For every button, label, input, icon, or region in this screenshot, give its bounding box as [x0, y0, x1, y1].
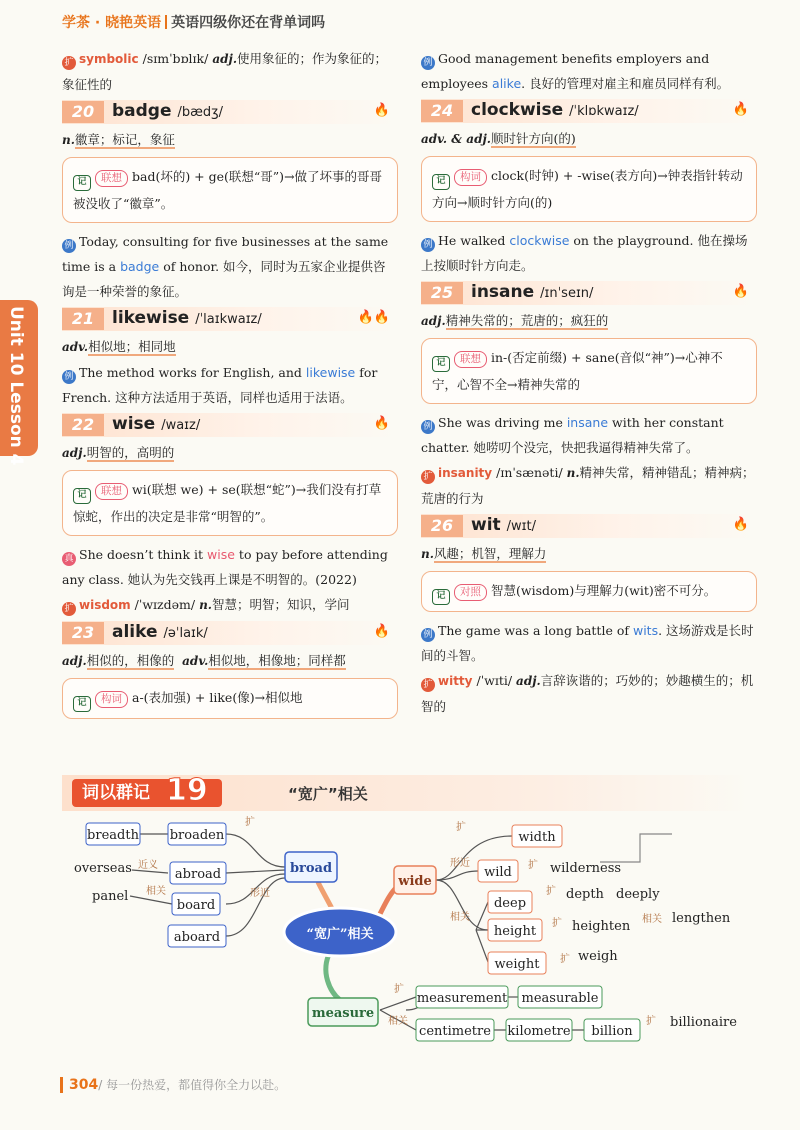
word-number: 21 [62, 308, 104, 330]
memo-text: in-(否定前缀) + sane(音似“神”)→心神不宁，心智不全→精神失常的 [432, 350, 723, 392]
word-bar-badge [62, 100, 398, 124]
node-width: width [518, 830, 556, 845]
example-pre: She doesn’t think it [79, 547, 204, 562]
pos: adv. [182, 654, 209, 668]
headword [112, 414, 200, 434]
memo-tag: 构词 [454, 169, 487, 186]
memo-box [421, 338, 757, 404]
entry-insanity [421, 460, 757, 511]
example-pre: Good management benefits employers and employees [421, 51, 710, 91]
def-text: 相似地；相同地 [88, 339, 176, 354]
example-word: insane [566, 415, 609, 430]
headword-text: wise [112, 414, 156, 434]
ext-phonetic: /sɪmˈbɒlɪk/ [142, 51, 209, 66]
relation-label: 扩 [528, 860, 538, 871]
memo-box [421, 571, 757, 612]
ext-phonetic: /ɪnˈsænəti/ [496, 465, 563, 480]
example [62, 229, 398, 304]
relation-label: 扩 [546, 886, 556, 897]
branch [326, 952, 340, 1000]
ext-pos: adj. [516, 674, 541, 688]
node-wide: wide [398, 874, 432, 889]
memo-tag: 联想 [454, 351, 487, 368]
relation-label: 相关 [388, 1016, 408, 1027]
node-weight: weight [494, 957, 540, 972]
word-bar-clockwise [421, 99, 757, 123]
headword-text: badge [112, 101, 172, 121]
ext-word: witty [438, 674, 473, 688]
headword-text: clockwise [471, 100, 564, 120]
example-post: . 良好的管理对雇主和雇员同样有利。 [521, 76, 730, 91]
definition [421, 308, 757, 334]
right-column [421, 46, 757, 719]
phonetic: /bædʒ/ [177, 105, 224, 120]
definition [62, 440, 398, 466]
def-text: 风趣；机智，理解力 [433, 546, 547, 561]
example [421, 618, 757, 668]
relation-label: 扩 [552, 918, 562, 929]
pos: adj. [421, 314, 446, 328]
memo-box [62, 678, 398, 719]
pos: n. [62, 133, 75, 147]
node-overseas: overseas [74, 861, 132, 876]
node-broaden: broaden [169, 828, 225, 843]
example-icon: 例 [62, 370, 76, 384]
node-measure: measure [311, 1006, 375, 1021]
ext-word: wisdom [79, 598, 131, 612]
example-icon: 例 [421, 56, 435, 70]
example [421, 46, 757, 96]
node-kilometre: kilometre [507, 1024, 571, 1039]
memo-text: 智慧(wisdom)与理解力(wit)密不可分。 [491, 583, 717, 598]
pos: adv. [62, 340, 89, 354]
left-column [62, 46, 398, 725]
section-label: 词以群记 [72, 779, 222, 807]
headword [112, 308, 262, 328]
def-text: 顺时针方向(的) [490, 131, 576, 146]
extend-icon: 扩 [421, 470, 435, 484]
node-deep: deep [493, 896, 527, 911]
exam-icon: 真 [62, 552, 76, 566]
phonetic: /wɪt/ [506, 519, 536, 534]
word-bar-alike [62, 621, 398, 645]
word-bar-likewise [62, 307, 398, 331]
entry-wisdom [62, 592, 398, 618]
side-tab-label: Unit 10 Lesson 4 [6, 306, 26, 466]
definition [62, 648, 398, 674]
link [226, 870, 285, 873]
ext-pos: n. [566, 466, 580, 480]
def-text: 徽章；标记，象征 [74, 132, 175, 147]
page-footer: 304/ 每一份热爱，都值得你全力以赴。 [60, 1076, 286, 1093]
link [226, 834, 285, 867]
word-number: 25 [421, 282, 463, 304]
running-header [62, 12, 325, 32]
ext-def: 使用象征的；作为象征的；象征性的 [62, 51, 388, 92]
header-divider [165, 15, 167, 29]
node-measurement: measurement [416, 991, 508, 1006]
def-text: 明智的，高明的 [86, 445, 175, 460]
def-text: 相似地，相像地；同样都 [208, 653, 346, 668]
pos: n. [421, 547, 434, 561]
relation-label: 扩 [245, 817, 255, 828]
memo-tag: 联想 [95, 170, 128, 187]
relation-label: 形近 [250, 888, 270, 899]
word-bar-wise [62, 413, 398, 437]
link [600, 834, 672, 862]
memo-text: bad(坏的) + ge(联想“哥”)→做了坏事的哥哥被没收了“徽章”。 [73, 169, 383, 211]
memo-icon: 记 [432, 356, 450, 372]
example-icon: 例 [421, 238, 435, 252]
memo-text: wi(联想 we) + se(联想“蛇”)→我们没有打草惊蛇，作出的决定是非常“明智的”。 [73, 482, 382, 524]
def-text: 精神失常的；荒唐的；疯狂的 [445, 313, 609, 328]
phonetic: /waɪz/ [161, 418, 201, 433]
example-post: for French. 这种方法适用于英语，同样也适用于法语。 [62, 365, 378, 405]
headword [471, 282, 593, 302]
memo-box [421, 156, 757, 222]
relation-label: 相关 [450, 912, 470, 923]
word-number: 20 [62, 101, 104, 123]
ext-pos: n. [199, 598, 212, 612]
relation-label: 扩 [560, 954, 570, 965]
example-icon: 例 [62, 239, 76, 253]
relation-label: 相关 [642, 914, 662, 925]
phonetic: /ˈlaɪkwaɪz/ [195, 312, 262, 327]
memo-icon: 记 [432, 589, 450, 605]
header-title: 英语四级你还在背单词吗 [171, 15, 326, 31]
node-centimetre: centimetre [419, 1024, 491, 1039]
node-wilderness: wilderness [550, 861, 622, 876]
word-bar-wit [421, 514, 757, 538]
memo-tag: 构词 [95, 691, 128, 708]
phonetic: /ɪnˈseɪn/ [540, 286, 594, 301]
memo-tag: 对照 [454, 584, 487, 601]
pos: adj. [62, 446, 87, 460]
example-icon: 例 [421, 628, 435, 642]
headword [112, 101, 223, 121]
link [130, 896, 172, 904]
node-depth: depth [566, 887, 604, 902]
example-post: . 这场游戏是长时间的斗智。 [421, 623, 754, 663]
example-word: wits [632, 623, 659, 638]
node-breadth: breadth [87, 828, 139, 843]
section-bar [62, 775, 750, 811]
pos: adv. & adj. [421, 132, 491, 146]
node-aboard: aboard [173, 930, 221, 945]
definition [62, 127, 398, 153]
unit-side-tab [0, 300, 38, 466]
ext-phonetic: /ˈwɪti/ [476, 673, 513, 688]
entry-symbolic [62, 46, 398, 97]
center-node [284, 908, 396, 956]
ext-def: 精神失常，精神错乱；精神病；荒唐的行为 [421, 465, 755, 506]
exam-example [62, 542, 398, 592]
fire-icon: 🔥 [373, 624, 390, 639]
example-post: of honor. 如今，同时为五家企业提供咨询是一种荣誉的象征。 [62, 259, 386, 299]
ext-word: symbolic [79, 52, 139, 66]
node-billion: billion [591, 1024, 633, 1039]
memo-tag: 联想 [95, 483, 128, 500]
example-pre: Today, consulting for five businesses at the same time is a [62, 234, 389, 274]
fire-icon: 🔥 [732, 517, 749, 532]
relation-label: 相关 [146, 886, 166, 897]
definition [421, 126, 757, 152]
entry-witty [421, 668, 757, 719]
word-number: 22 [62, 414, 104, 436]
node-broad: broad [289, 861, 333, 876]
section-number: 19 [166, 773, 208, 808]
extend-icon: 扩 [421, 678, 435, 692]
center-label: “宽广”相关 [306, 927, 374, 942]
link [226, 878, 285, 936]
ext-def: 智慧；明智；知识，学问 [211, 597, 350, 612]
headword [471, 100, 639, 120]
ext-word: insanity [438, 466, 493, 480]
node-wild: wild [484, 865, 512, 880]
node-board: board [176, 898, 216, 913]
example-word: alike [492, 76, 522, 91]
example [62, 360, 398, 410]
example-pre: The game was a long battle of [438, 623, 629, 638]
word-bar-insane [421, 281, 757, 305]
node-height: height [493, 924, 537, 939]
headword-text: wit [471, 515, 501, 535]
ext-phonetic: /ˈwɪzdəm/ [134, 597, 196, 612]
headword [112, 622, 208, 642]
example-word: likewise [305, 365, 356, 380]
node-abroad: abroad [174, 867, 222, 882]
example-post: on the playground. 他在操场上按顺时针方向走。 [421, 233, 748, 273]
example-icon: 例 [421, 420, 435, 434]
definition [421, 541, 757, 567]
definition [62, 334, 398, 360]
node-measurable: measurable [521, 991, 599, 1006]
phonetic: /ˈklɒkwaɪz/ [569, 104, 639, 119]
memo-icon: 记 [73, 175, 91, 191]
def-text: 相似的，相像的 [86, 653, 175, 668]
fire-icon: 🔥 [373, 103, 390, 118]
node-billionaire: billionaire [670, 1015, 737, 1030]
fire-icon: 🔥 [373, 416, 390, 431]
example [421, 410, 757, 460]
extend-icon: 扩 [62, 602, 76, 616]
extend-icon: 扩 [62, 56, 76, 70]
example-post: to pay before attending any class. 她认为先交钱再上课是不明智的。(2022) [62, 547, 388, 587]
node-heighten: heighten [572, 919, 631, 934]
word-number: 24 [421, 100, 463, 122]
headword-text: likewise [112, 308, 190, 328]
memo-box [62, 470, 398, 536]
memo-text: a-(表加强) + like(像)→相似地 [132, 690, 303, 705]
pos: adj. [62, 654, 87, 668]
phonetic: /əˈlaɪk/ [163, 626, 208, 641]
fire-icon: 🔥🔥 [357, 310, 390, 325]
page-number: 304 [60, 1077, 98, 1093]
example-word: badge [120, 259, 160, 274]
relation-label: 形近 [450, 858, 470, 869]
header-brand: 学茶 · 晓艳英语 [62, 15, 162, 31]
node-lengthen: lengthen [672, 911, 731, 926]
section-title: “宽广”相关 [288, 785, 368, 803]
link [476, 902, 488, 962]
example-pre: He walked [438, 233, 506, 248]
example-word: wise [207, 547, 235, 562]
headword [471, 515, 536, 535]
relation-label: 扩 [394, 984, 404, 995]
ext-def: 言辞诙谐的；巧妙的；妙趣横生的；机智的 [421, 673, 754, 714]
example-pre: The method works for English, and [79, 365, 302, 380]
memo-icon: 记 [432, 174, 450, 190]
footer-motto: 每一份热爱，都值得你全力以赴。 [106, 1078, 287, 1092]
headword-text: alike [112, 622, 158, 642]
fire-icon: 🔥 [732, 284, 749, 299]
memo-box [62, 157, 398, 223]
node-panel: panel [92, 889, 129, 904]
memo-text: clock(时钟) + -wise(表方向)→钟表指针转动方向→顺时针方向(的) [432, 168, 743, 210]
memo-icon: 记 [73, 696, 91, 712]
ext-pos: adj. [212, 52, 238, 66]
example-word: clockwise [509, 233, 570, 248]
headword-text: insane [471, 282, 535, 302]
fire-icon: 🔥 [732, 102, 749, 117]
relation-label: 扩 [456, 822, 466, 833]
relation-label: 近义 [138, 860, 158, 871]
example-post: with her constant chatter. 她唠叨个没完，快把我逼得精神失常了。 [421, 415, 724, 455]
relation-label: 扩 [646, 1016, 656, 1027]
node-deeply: deeply [616, 887, 660, 902]
mind-map [0, 812, 800, 1052]
node-weigh: weigh [578, 949, 618, 964]
example-pre: She was driving me [438, 415, 563, 430]
example [421, 228, 757, 278]
word-number: 23 [62, 622, 104, 644]
memo-icon: 记 [73, 488, 91, 504]
word-number: 26 [421, 515, 463, 537]
